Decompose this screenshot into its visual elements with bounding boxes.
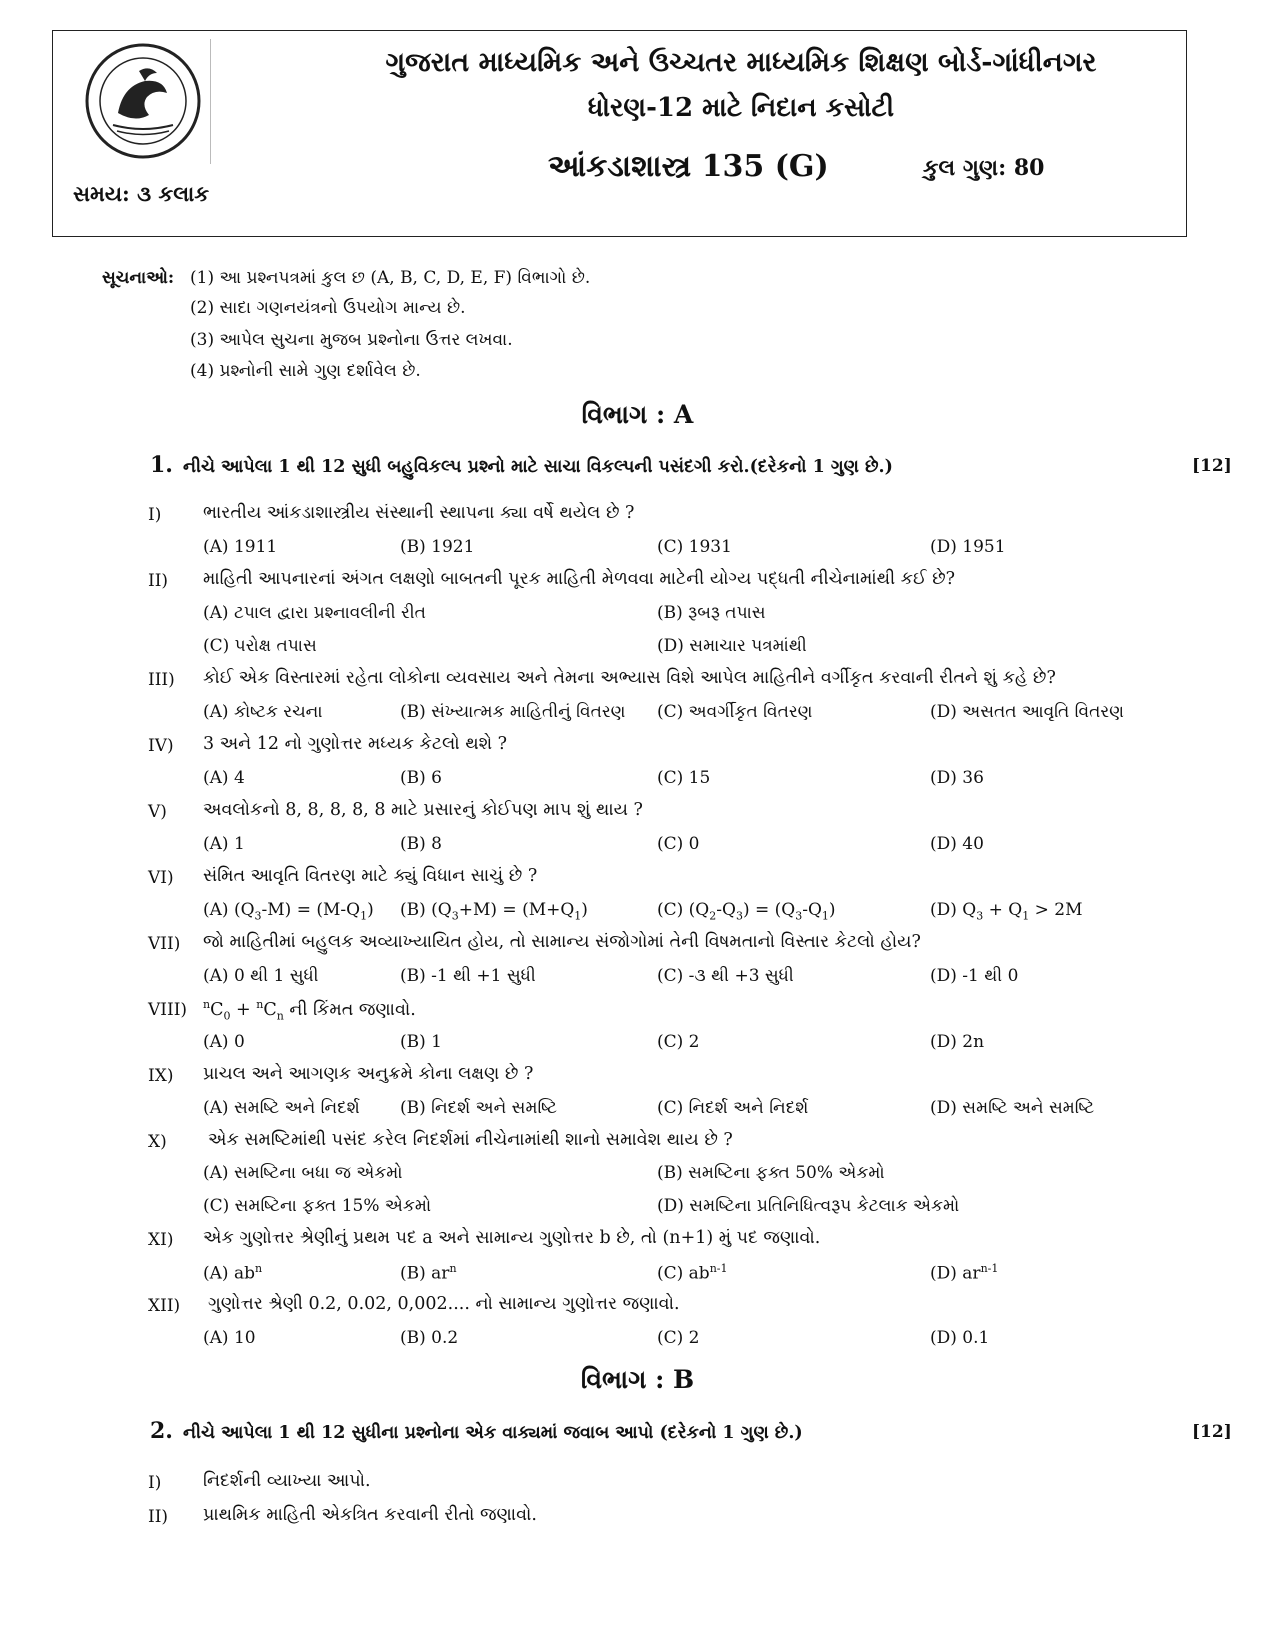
option-d: (D) અસતત આવૃતિ વિતરણ <box>930 702 1124 722</box>
question-text: નીચે આપેલા 1 થી 12 સુધીના પ્રશ્નોના એક વાક્યમાં જવાબ આપો (દરેકનો 1 ગુણ છે.) <box>182 1423 803 1443</box>
header-box <box>52 30 1187 237</box>
option-b: (B) 8 <box>400 834 442 854</box>
sub-question-number: IX) <box>148 1066 174 1086</box>
instruction-2: (2) સાદા ગણનયંત્રનો ઉપયોગ માન્ય છે. <box>190 298 466 318</box>
sub-question-text: એક સમષ્ટિમાંથી પસંદ કરેલ નિદર્શમાં નીચેનામાંથી શાનો સમાવેશ થાય છે ? <box>208 1130 733 1150</box>
option-b: (B) સમષ્ટિના ફક્ત 50% એકમો <box>657 1163 885 1183</box>
option-d: (D) $ar^{n-1}$ <box>930 1262 999 1284</box>
option-a: (A) ટપાલ દ્વારા પ્રશ્નાવલીની રીત <box>203 603 426 623</box>
total-marks: કુલ ગુણ: 80 <box>923 155 1045 181</box>
option-a: (A) સમષ્ટિ અને નિદર્શ <box>203 1098 360 1118</box>
option-d: (D) સમષ્ટિ અને સમષ્ટિ <box>930 1098 1095 1118</box>
option-c: (C) 2 <box>657 1032 700 1052</box>
sub-question-text: ભારતીય આંકડાશાસ્ત્રીય સંસ્થાની સ્થાપના ક્યા વર્ષે થયેલ છે ? <box>203 503 635 523</box>
question-2-heading <box>150 1418 803 1444</box>
option-d: (D) 40 <box>930 834 984 854</box>
option-c: (C) $(Q_2-Q_3) = (Q_3-Q_1)$ <box>657 900 836 923</box>
option-c: (C) સમષ્ટિના ફક્ત 15% એકમો <box>203 1196 432 1216</box>
exam-title: ધોરણ-12 માટે નિદાન કસોટી <box>587 93 895 123</box>
sub-question-text: પ્રાચલ અને આગણક અનુક્રમે કોના લક્ષણ છે ? <box>203 1064 534 1084</box>
sub-question-number: VI) <box>148 868 174 888</box>
board-logo <box>83 41 203 161</box>
option-b: (B) $ar^n$ <box>400 1262 457 1284</box>
sub-question-text: ગુણોત્તર શ્રેણી 0.2, 0.02, 0,002.... નો સામાન્ય ગુણોત્તર જણાવો. <box>208 1294 680 1314</box>
sub-question-number: II) <box>148 1507 169 1527</box>
option-b: (B) 1921 <box>400 537 475 557</box>
sub-question-text: નિદર્શની વ્યાખ્યા આપો. <box>203 1471 371 1491</box>
option-c: (C) -૩ થી +3 સુધી <box>657 966 794 986</box>
sub-question-text: અવલોકનો 8, 8, 8, 8, 8 માટે પ્રસારનું કોઈપણ માપ શું થાય ? <box>203 800 643 820</box>
sub-question-text: $^nC_0 + ^nC_n$ ની કિંમત જણાવો. <box>203 998 416 1023</box>
option-d: (D) 2n <box>930 1032 985 1052</box>
sub-question-number: I) <box>148 505 162 525</box>
option-b: (B) -1 થી +1 સુધી <box>400 966 536 986</box>
option-c: (C) નિદર્શ અને નિદર્શ <box>657 1098 809 1118</box>
question-number: 1. <box>150 452 173 478</box>
option-a: (A) 0 <box>203 1032 245 1052</box>
option-a: (A) 1 <box>203 834 245 854</box>
instructions-label: સૂચનાઓ: <box>102 268 175 288</box>
option-d: (D) 1951 <box>930 537 1006 557</box>
option-d: (D) સમષ્ટિના પ્રતિનિધિત્વરૂપ કેટલાક એકમો <box>657 1196 960 1216</box>
sub-question-number: II) <box>148 571 169 591</box>
instruction-1: (1) આ પ્રશ્નપત્રમાં કુલ છ (A, B, C, D, E, F) વિભાગો છે. <box>190 268 591 288</box>
sub-question-text: માહિતી આપનારનાં અંગત લક્ષણો બાબતની પૂરક માહિતી મેળવવા માટેની યોગ્ય પદ્ધતી નીચેનામાંથી કઈ છે? <box>203 569 955 589</box>
option-d: (D) સમાચાર પત્રમાંથી <box>657 636 807 656</box>
option-a: (A) 10 <box>203 1328 256 1348</box>
option-c: (C) અવર્ગીકૃત વિતરણ <box>657 702 813 722</box>
sub-question-number: III) <box>148 670 175 690</box>
sub-question-text: સંમિત આવૃતિ વિતરણ માટે ક્યું વિધાન સાચું છે ? <box>203 866 538 886</box>
exam-duration: સમય: ૩ કલાક <box>73 181 210 206</box>
option-c: (C) 0 <box>657 834 700 854</box>
option-c: (C) $ab^{n-1}$ <box>657 1262 728 1284</box>
instruction-4: (4) પ્રશ્નોની સામે ગુણ દર્શાવેલ છે. <box>190 361 421 381</box>
sub-question-text: કોઈ એક વિસ્તારમાં રહેતા લોકોના વ્યવસાય અને તેમના અભ્યાસ વિશે આપેલ માહિતીને વર્ગીકૃત કરવાની રીતને શું કહે છે? <box>203 668 1056 688</box>
question-2-marks: [12] <box>1192 1422 1232 1442</box>
option-a: (A) 4 <box>203 768 245 788</box>
option-c: (C) 15 <box>657 768 711 788</box>
option-c: (C) 1931 <box>657 537 732 557</box>
option-b: (B) 6 <box>400 768 442 788</box>
board-name: ગુજરાત માધ્યમિક અને ઉચ્ચતર માધ્યમિક શિક્ષણ બોર્ડ-ગાંધીનગર <box>385 47 1097 78</box>
option-c: (C) પરોક્ષ તપાસ <box>203 636 317 656</box>
option-a: (A) $ab^n$ <box>203 1262 263 1284</box>
option-a: (A) $(Q_3-M) = (M-Q_1)$ <box>203 900 374 923</box>
option-a: (A) 0 થી 1 સુધી <box>203 966 319 986</box>
sub-question-text: જો માહિતીમાં બહુલક અવ્યાખ્યાયિત હોય, તો સામાન્ય સંજોગોમાં તેની વિષમતાનો વિસ્તાર કેટલો હોય? <box>203 932 921 952</box>
option-b: (B) 0.2 <box>400 1328 459 1348</box>
sub-question-number: X) <box>148 1132 167 1152</box>
option-d: (D) 0.1 <box>930 1328 990 1348</box>
option-a: (A) કોષ્ટક રચના <box>203 702 323 722</box>
option-b: (B) રૂબરૂ તપાસ <box>657 603 766 623</box>
option-d: (D) -1 થી 0 <box>930 966 1019 986</box>
sub-question-text: 3 અને 12 નો ગુણોત્તર મધ્યક કેટલો થશે ? <box>203 734 508 754</box>
option-d: (D) $Q_3 + Q_1 > 2M$ <box>930 900 1083 923</box>
question-1-marks: [12] <box>1192 456 1232 476</box>
logo-divider <box>210 39 211 164</box>
option-a: (A) 1911 <box>203 537 278 557</box>
option-a: (A) સમષ્ટિના બધા જ એકમો <box>203 1163 403 1183</box>
section-a-title: વિભાગ : A <box>581 400 694 429</box>
sub-question-text: એક ગુણોત્તર શ્રેણીનું પ્રથમ પદ a અને સામાન્ય ગુણોત્તર b છે, તો (n+1) મું પદ જણાવો. <box>203 1228 821 1248</box>
sub-question-number: IV) <box>148 736 174 756</box>
question-1-heading <box>150 452 893 478</box>
option-d: (D) 36 <box>930 768 984 788</box>
sub-question-number: I) <box>148 1473 162 1493</box>
sub-question-number: XI) <box>148 1230 174 1250</box>
option-b: (B) 1 <box>400 1032 442 1052</box>
sub-question-text: પ્રાથમિક માહિતી એકત્રિત કરવાની રીતો જણાવો. <box>203 1505 537 1525</box>
question-number: 2. <box>150 1418 173 1444</box>
question-text: નીચે આપેલા 1 થી 12 સુધી બહુવિકલ્પ પ્રશ્નો માટે સાચા વિકલ્પની પસંદગી કરો.(દરેકનો 1 ગુણ છે.) <box>182 457 893 477</box>
option-c: (C) 2 <box>657 1328 700 1348</box>
sub-question-number: V) <box>148 802 167 822</box>
sub-question-number: XII) <box>148 1296 181 1316</box>
option-b: (B) નિદર્શ અને સમષ્ટિ <box>400 1098 557 1118</box>
sub-question-number: VII) <box>148 934 181 954</box>
option-b: (B) $(Q_3+M) = (M+Q_1)$ <box>400 900 588 923</box>
subject-title: આંકડાશાસ્ત્ર 135 (G) <box>548 149 829 184</box>
sub-question-number: VIII) <box>148 1000 188 1020</box>
section-b-title: વિભાગ : B <box>580 1365 695 1394</box>
option-b: (B) સંખ્યાત્મક માહિતીનું વિતરણ <box>400 702 626 722</box>
instruction-3: (3) આપેલ સુચના મુજબ પ્રશ્નોના ઉત્તર લખવા. <box>190 330 513 350</box>
